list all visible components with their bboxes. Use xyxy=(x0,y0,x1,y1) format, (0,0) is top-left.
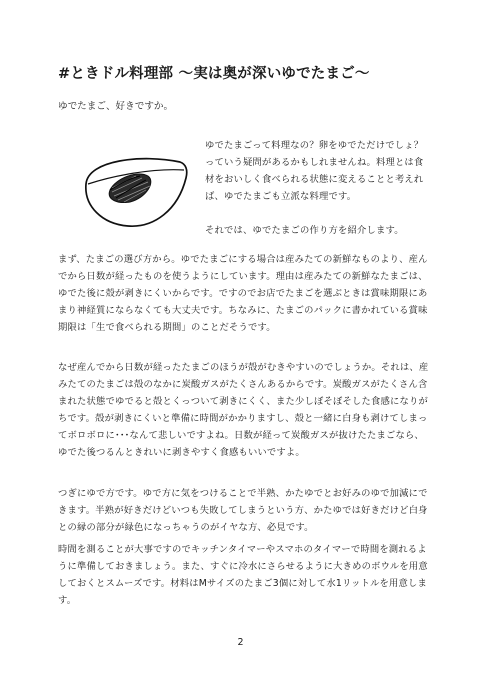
side-paragraph: それでは、ゆでたまごの作り方を紹介します。 xyxy=(205,225,404,236)
page-number: 2 xyxy=(237,637,244,648)
body-paragraph: まず、たまごの選び方から。ゆでたまごにする場合は産みたての新鮮なものより、産んでから日数が経ったものを使うようにしています。理由は産みたての新鮮なたまごは、ゆでた後に殻が剥きにくいからです。ですのでお店でたまごを選ぶときは賞味期限にあまり神経質にならなくても大丈夫です。ちなみに、たまごのパックに書かれている賞味期限は「生で食べられる期間」のことだそうです。 xyxy=(58,254,428,333)
side-paragraph: ゆでたまごって料理なの？卵をゆでただけでしょ？っていう疑問があるかもしれませんね。料理とは食材をおいしく食べられる状態に変えることと考えれば、ゆでたまごも立派な料理です。 xyxy=(205,140,424,202)
intro-text: ゆでたまご、好きですか。 xyxy=(58,101,174,112)
body-paragraph: なぜ産んでから日数が経ったたまごのほうが殻がむきやすいのでしょうか。それは、産みたてのたまごは殻のなかに炭酸ガスがたくさんあるからです。炭酸ガスがたくさん含まれた状態でゆでると殻とくっついて剥きにくく、また少しぼそぼそした食感になりがちです。殻が剥きにくいと準備に時間がかかりますし、殻と一緒に白身も剥けてしまってボロボロに･･･なんて悲しいですよね。日数が経って炭酸ガスが抜けたたまごなら、ゆでた後つるんときれいに剥きやすく食感もいいですよ。 xyxy=(58,362,429,458)
page-title: #ときドル料理部 〜実は奥が深いゆでたまご〜 xyxy=(58,66,370,82)
body-paragraph: つぎにゆで方です。ゆで方に気をつけることで半熟、かたゆでとお好みのゆで加減にできます。半熟が好きだけどいつも失敗してしまうという方、かたゆでは好きだけど白身との縁の部分が緑色になっちゃうのがイヤな方、必見です。 xyxy=(58,488,428,533)
side-text-block xyxy=(205,137,431,239)
body-paragraph: 時間を測ることが大事ですのでキッチンタイマーやスマホのタイマーで時間を測れるように準備しておきましょう。また、すぐに冷水にさらせるように大きめのボウルを用意しておくとスムーズです。材料はMサイズのたまご3個に対して水1リットルを用意します。 xyxy=(58,544,428,606)
boiled-egg-half-icon xyxy=(82,140,190,238)
